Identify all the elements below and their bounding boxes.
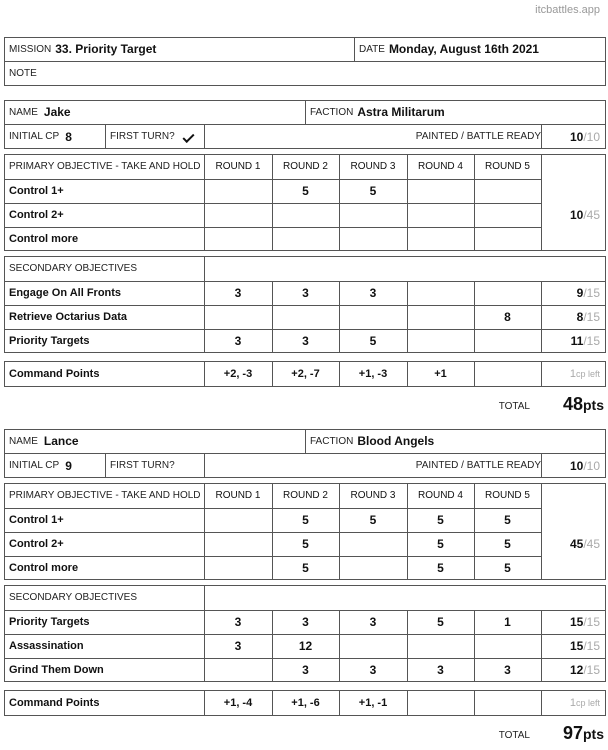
score-cell[interactable] xyxy=(407,179,474,203)
secondary-total: 11 /15 xyxy=(570,334,600,348)
score-cell[interactable]: 5 xyxy=(302,537,309,551)
round-header: ROUND 3 xyxy=(350,161,396,172)
cp-cell[interactable]: +2, -3 xyxy=(223,368,253,380)
total-score: 48 pts xyxy=(562,394,604,414)
date-label: DATE xyxy=(359,43,385,55)
score-cell[interactable] xyxy=(204,508,272,532)
initial-cp-value: 9 xyxy=(65,458,72,473)
player-name-field[interactable] xyxy=(9,429,79,453)
score-cell[interactable] xyxy=(339,556,407,580)
cp-cell[interactable]: +1 xyxy=(434,368,447,380)
round-header: ROUND 5 xyxy=(484,490,530,501)
round-header: ROUND 3 xyxy=(350,490,396,501)
secondary-total: 15 /15 xyxy=(569,615,600,629)
cp-cell[interactable]: +1, -1 xyxy=(358,697,388,709)
round-header: ROUND 4 xyxy=(417,161,463,172)
initial-cp-value: 8 xyxy=(65,129,72,144)
score-cell[interactable] xyxy=(339,532,407,556)
score-cell[interactable]: 3 xyxy=(302,334,309,348)
faction-value: Blood Angels xyxy=(357,434,435,448)
secondary-total: 15 /15 xyxy=(569,639,600,653)
mission-value: 33. Priority Target xyxy=(55,42,157,56)
cp-cell[interactable] xyxy=(474,690,541,716)
primary-total: 10 /45 xyxy=(569,208,600,222)
secondary-row-label[interactable]: Assassination xyxy=(9,640,84,652)
cp-cell[interactable]: +2, -7 xyxy=(291,368,320,380)
initial-cp-label: INITIAL CP xyxy=(9,460,60,471)
player-name-field[interactable] xyxy=(9,100,71,124)
score-cell[interactable] xyxy=(474,179,541,203)
score-cell[interactable]: 3 xyxy=(234,615,242,629)
painted-label: PAINTED / BATTLE READY xyxy=(415,460,541,471)
score-cell[interactable]: 5 xyxy=(437,615,444,629)
first-turn-label: FIRST TURN? xyxy=(110,460,175,471)
primary-header: PRIMARY OBJECTIVE - TAKE AND HOLD xyxy=(9,161,201,172)
secondary-header: SECONDARY OBJECTIVES xyxy=(9,592,137,603)
score-cell[interactable]: 3 xyxy=(369,663,377,677)
score-cell[interactable] xyxy=(272,305,339,329)
cp-cell[interactable]: +1, -6 xyxy=(291,697,320,709)
primary-row-label: Control more xyxy=(9,233,79,245)
name-label: NAME xyxy=(9,435,38,447)
faction-label: FACTION xyxy=(310,106,354,118)
score-cell[interactable]: 5 xyxy=(504,537,511,551)
round-header: ROUND 5 xyxy=(484,161,530,172)
score-cell[interactable] xyxy=(407,281,474,305)
name-label: NAME xyxy=(9,106,38,118)
score-cell[interactable] xyxy=(204,556,272,580)
date-value: Monday, August 16th 2021 xyxy=(388,42,539,56)
secondary-row-label[interactable]: Engage On All Fronts xyxy=(9,287,122,299)
score-cell[interactable] xyxy=(474,634,541,658)
score-cell[interactable]: 1 xyxy=(504,615,511,629)
score-cell[interactable]: 5 xyxy=(437,513,444,527)
secondary-header: SECONDARY OBJECTIVES xyxy=(9,263,137,274)
player-name: Lance xyxy=(43,434,79,448)
score-cell[interactable]: 8 xyxy=(504,310,511,324)
score-cell[interactable] xyxy=(407,329,474,353)
primary-row-label: Control 2+ xyxy=(9,538,64,550)
score-cell[interactable] xyxy=(407,227,474,251)
score-cell[interactable] xyxy=(474,203,541,227)
site-name[interactable]: itcbattles.app xyxy=(535,4,600,16)
total-score: 97 pts xyxy=(562,723,604,743)
score-cell[interactable] xyxy=(339,203,407,227)
faction-field[interactable] xyxy=(310,100,445,124)
faction-label: FACTION xyxy=(310,435,354,447)
command-points-label: Command Points xyxy=(9,697,100,709)
secondary-total: 8 /15 xyxy=(576,310,600,324)
initial-cp-field[interactable] xyxy=(9,124,72,149)
painted-score[interactable]: 10 /10 xyxy=(569,458,600,473)
score-cell[interactable] xyxy=(204,179,272,203)
score-cell[interactable]: 5 xyxy=(369,184,377,198)
first-turn-label: FIRST TURN? xyxy=(110,131,175,142)
score-cell[interactable] xyxy=(474,227,541,251)
round-header: ROUND 2 xyxy=(282,161,328,172)
secondary-row-label[interactable]: Grind Them Down xyxy=(9,664,104,676)
cp-cell[interactable] xyxy=(474,361,541,387)
score-cell[interactable] xyxy=(474,329,541,353)
faction-value: Astra Militarum xyxy=(357,105,445,119)
cp-left: 1 cp left xyxy=(569,697,600,709)
score-cell[interactable]: 3 xyxy=(234,639,242,653)
cp-cell[interactable] xyxy=(407,690,474,716)
cp-cell[interactable]: +1, -3 xyxy=(358,368,388,380)
cp-cell[interactable]: +1, -4 xyxy=(223,697,253,709)
painted-score[interactable]: 10 /10 xyxy=(569,129,600,144)
score-cell[interactable]: 5 xyxy=(302,513,309,527)
secondary-row-label[interactable]: Priority Targets xyxy=(9,335,90,347)
checkmark-icon xyxy=(182,130,194,142)
score-cell[interactable] xyxy=(339,634,407,658)
score-cell[interactable] xyxy=(339,227,407,251)
painted-label: PAINTED / BATTLE READY xyxy=(415,131,541,142)
primary-header: PRIMARY OBJECTIVE - TAKE AND HOLD xyxy=(9,490,201,501)
score-cell[interactable] xyxy=(407,634,474,658)
primary-row-label: Control more xyxy=(9,562,79,574)
score-cell[interactable]: 5 xyxy=(369,334,377,348)
score-cell[interactable]: 3 xyxy=(369,286,377,300)
secondary-row-label[interactable]: Priority Targets xyxy=(9,616,90,628)
score-cell[interactable]: 12 xyxy=(298,639,313,653)
score-cell[interactable]: 5 xyxy=(437,561,444,575)
score-cell[interactable] xyxy=(407,305,474,329)
command-points-label: Command Points xyxy=(9,368,100,380)
primary-row-label: Control 1+ xyxy=(9,185,64,197)
score-cell[interactable] xyxy=(204,658,272,682)
score-cell[interactable] xyxy=(204,227,272,251)
round-header: ROUND 4 xyxy=(417,490,463,501)
total-label: TOTAL xyxy=(498,729,530,741)
score-cell[interactable]: 5 xyxy=(504,513,511,527)
score-cell[interactable]: 3 xyxy=(437,663,444,677)
round-header: ROUND 2 xyxy=(282,490,328,501)
mission-label: MISSION xyxy=(9,43,52,55)
secondary-total: 9 /15 xyxy=(576,286,600,300)
score-cell[interactable] xyxy=(474,281,541,305)
initial-cp-label: INITIAL CP xyxy=(9,131,60,142)
score-cell[interactable] xyxy=(407,203,474,227)
secondary-total: 12 /15 xyxy=(569,663,600,677)
primary-total: 45 /45 xyxy=(569,537,600,551)
score-cell[interactable]: 5 xyxy=(437,537,444,551)
score-cell[interactable]: 3 xyxy=(234,286,242,300)
score-cell[interactable]: 3 xyxy=(302,663,309,677)
score-cell[interactable]: 3 xyxy=(369,615,377,629)
score-cell[interactable]: 3 xyxy=(302,615,309,629)
score-cell[interactable] xyxy=(204,203,272,227)
total-label: TOTAL xyxy=(498,400,530,412)
initial-cp-field[interactable] xyxy=(9,453,72,478)
score-cell[interactable] xyxy=(204,532,272,556)
player-name: Jake xyxy=(43,105,71,119)
score-cell[interactable] xyxy=(272,203,339,227)
cp-left: 1 cp left xyxy=(569,368,600,380)
round-header: ROUND 1 xyxy=(215,161,261,172)
primary-row-label: Control 2+ xyxy=(9,209,64,221)
score-cell[interactable]: 5 xyxy=(369,513,377,527)
score-cell[interactable]: 3 xyxy=(234,334,242,348)
primary-row-label: Control 1+ xyxy=(9,514,64,526)
first-turn-toggle[interactable] xyxy=(110,124,204,149)
score-cell[interactable]: 5 xyxy=(504,561,511,575)
score-cell[interactable] xyxy=(272,227,339,251)
score-cell[interactable]: 3 xyxy=(504,663,511,677)
score-cell[interactable] xyxy=(339,305,407,329)
score-cell[interactable]: 5 xyxy=(302,184,309,198)
score-cell[interactable] xyxy=(204,305,272,329)
mission-field[interactable] xyxy=(9,37,156,61)
first-turn-toggle[interactable] xyxy=(110,453,204,478)
faction-field[interactable] xyxy=(310,429,434,453)
score-cell[interactable]: 5 xyxy=(302,561,309,575)
secondary-row-label[interactable]: Retrieve Octarius Data xyxy=(9,311,127,323)
score-cell[interactable]: 3 xyxy=(302,286,309,300)
note-field[interactable]: NOTE xyxy=(9,68,37,79)
date-field[interactable] xyxy=(359,37,539,61)
round-header: ROUND 1 xyxy=(215,490,261,501)
